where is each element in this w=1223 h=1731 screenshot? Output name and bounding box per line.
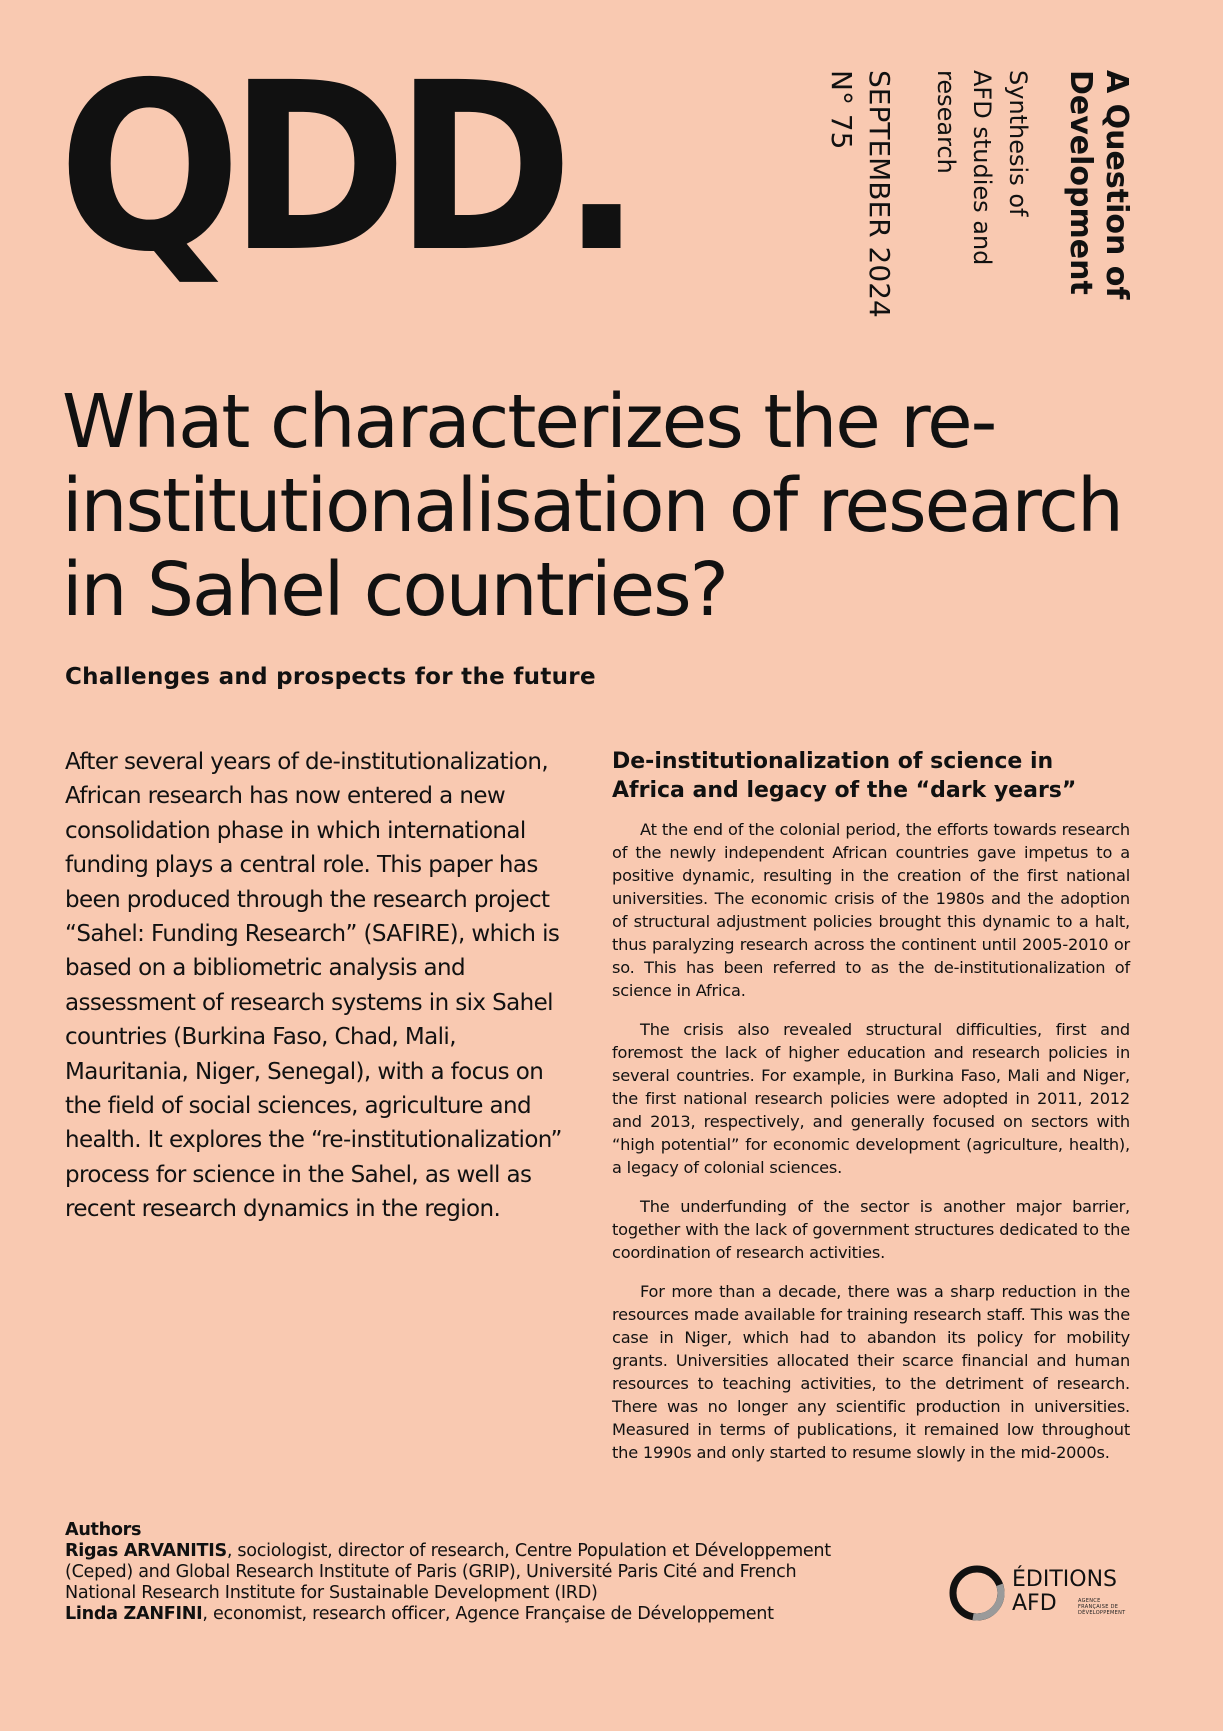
body-paragraph: At the end of the colonial period, the efforts towards research of the newly independent African countries gave impetus to a positive dynamic, resulting in the creation of the first national universities. The economic crisis of the 1980s and the adoption of structural adjustment policies brought this dynamic to a halt, thus paralyzing research across the continent until 2005-2010 or so. This has been referred to as the de-institutionalization of science in Africa.: [612, 820, 1130, 1000]
afd-ring-icon: [948, 1564, 1006, 1622]
page-title: What characterizes the re-institutionalisation of research in Sahel countries?: [62, 379, 1122, 633]
body-paragraph: For more than a decade, there was a sharp reduction in the resources made available for training research staff. This was the case in Niger, which had to abandon its policy for mobility grants. Universities allocated their scarce financial and human resources to teaching activities, to the detriment of research. There was no longer any scientific production in universities. Measured in terms of publications, it remained low throughout the 1990s and only started to resume slowly in the mid-2000s.: [612, 1282, 1130, 1462]
publisher-name-line: ÉDITIONS: [1012, 1567, 1117, 1592]
page-subtitle: Challenges and prospects for the future: [65, 664, 596, 690]
author-name: Rigas ARVANITIS: [65, 1541, 227, 1561]
body-paragraph: The crisis also revealed structural difficulties, first and foremost the lack of higher education and research policies in several countries. For example, in Burkina Faso, Mali and Niger, the first national research policies were adopted in 2011, 2012 and 2013, respectively, and generally focused on sectors with “high potential” for economic development (agriculture, health), a legacy of colonial sciences.: [612, 1020, 1130, 1177]
author-name: Linda ZANFINI: [65, 1604, 203, 1624]
author-role: , economist, research officer, Agence Française de Développement: [202, 1604, 774, 1624]
publisher-name-line: AFD: [1012, 1591, 1057, 1616]
intro-text: After several years of de-institutionalization, African research has now entered a new consolidation phase in which international funding plays a central role. This paper has been produced through the research project “Sahel: Funding Research” (SAFIRE), which is based on a bibliometric analysis and assessment of research systems in six Sahel countries (Burkina Faso, Chad, Mali, Mauritania, Niger, Senegal), with a focus on the field of social sciences, agriculture and health. It explores the “re-institutionalization” process for science in the Sahel, as well as recent research dynamics in the region.: [65, 749, 562, 1223]
series-subtitle-line: AFD studies and: [968, 70, 996, 266]
issue-info: [822, 70, 898, 318]
series-subtitle-line: research: [932, 70, 960, 174]
series-subtitle-line: Synthesis of: [1004, 70, 1032, 217]
section-heading: De-institutionalization of science in Africa and legacy of the “dark years”: [612, 749, 1077, 803]
publisher-logo: [948, 1560, 1138, 1624]
authors-block: [65, 1520, 865, 1625]
author-role: , sociologist, director of research, Centre Population et Développement (Ceped) and Global Research Institute of Paris (GRIP), Université Paris Cité and French National Research Institute for Sustainable Development (IRD): [65, 1541, 831, 1603]
authors-label: Authors: [65, 1520, 142, 1540]
series-title-line: A Question of: [1099, 70, 1134, 300]
series-subtitle: [928, 70, 1036, 265]
body-paragraph: The underfunding of the sector is another major barrier, together with the lack of government structures dedicated to the coordination of research activities.: [612, 1197, 1130, 1262]
author-entry: [65, 1604, 865, 1625]
publisher-tagline: AGENCE FRANÇAISE DE DÉVELOPPEMENT: [1078, 1598, 1126, 1616]
qdd-logo: QDD.: [58, 33, 630, 303]
series-title: [1062, 70, 1134, 299]
section-body: [612, 818, 1130, 1480]
issue-number: N° 75: [825, 70, 858, 150]
issue-date: SEPTEMBER 2024: [863, 70, 896, 318]
author-entry: [65, 1541, 865, 1604]
series-title-line: Development: [1063, 70, 1098, 295]
